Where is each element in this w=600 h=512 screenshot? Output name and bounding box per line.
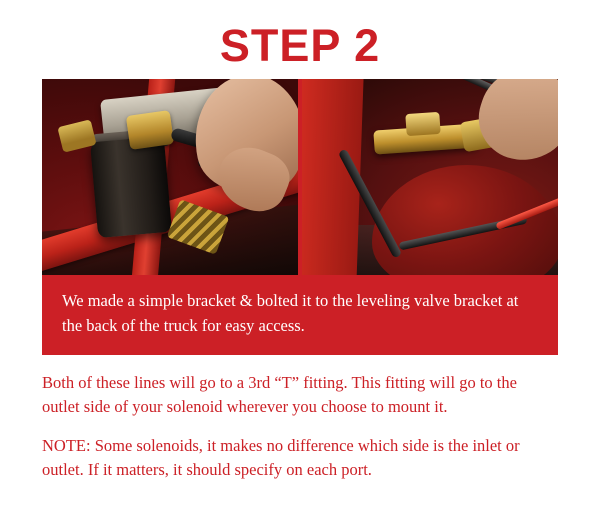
black-canister-shape [90,136,172,238]
valve-and-solenoid-lines-photo [302,79,558,275]
page-title: STEP 2 [219,20,381,71]
photo-strip [42,79,558,275]
photo-caption: We made a simple bracket & bolted it to the leveling valve bracket at the back of the truck for easy access. [42,275,558,355]
red-air-tank-shape [372,165,558,275]
hand-shape [468,79,558,173]
bracket-bolted-to-leveling-valve-photo [42,79,298,275]
instruction-note-paragraph: NOTE: Some solenoids, it makes no difference which side is the inlet or outlet. If it matters, it should specify on each port. [42,435,520,479]
brass-fitting-shape [126,110,174,150]
instruction-paragraph-1: Both of these lines will go to a 3rd “T” fitting. This fitting will go to the outlet side of your solenoid wherever you choose to mount it. [42,372,517,417]
brass-valve-cap-shape [405,112,440,136]
instruction-body [42,355,558,483]
